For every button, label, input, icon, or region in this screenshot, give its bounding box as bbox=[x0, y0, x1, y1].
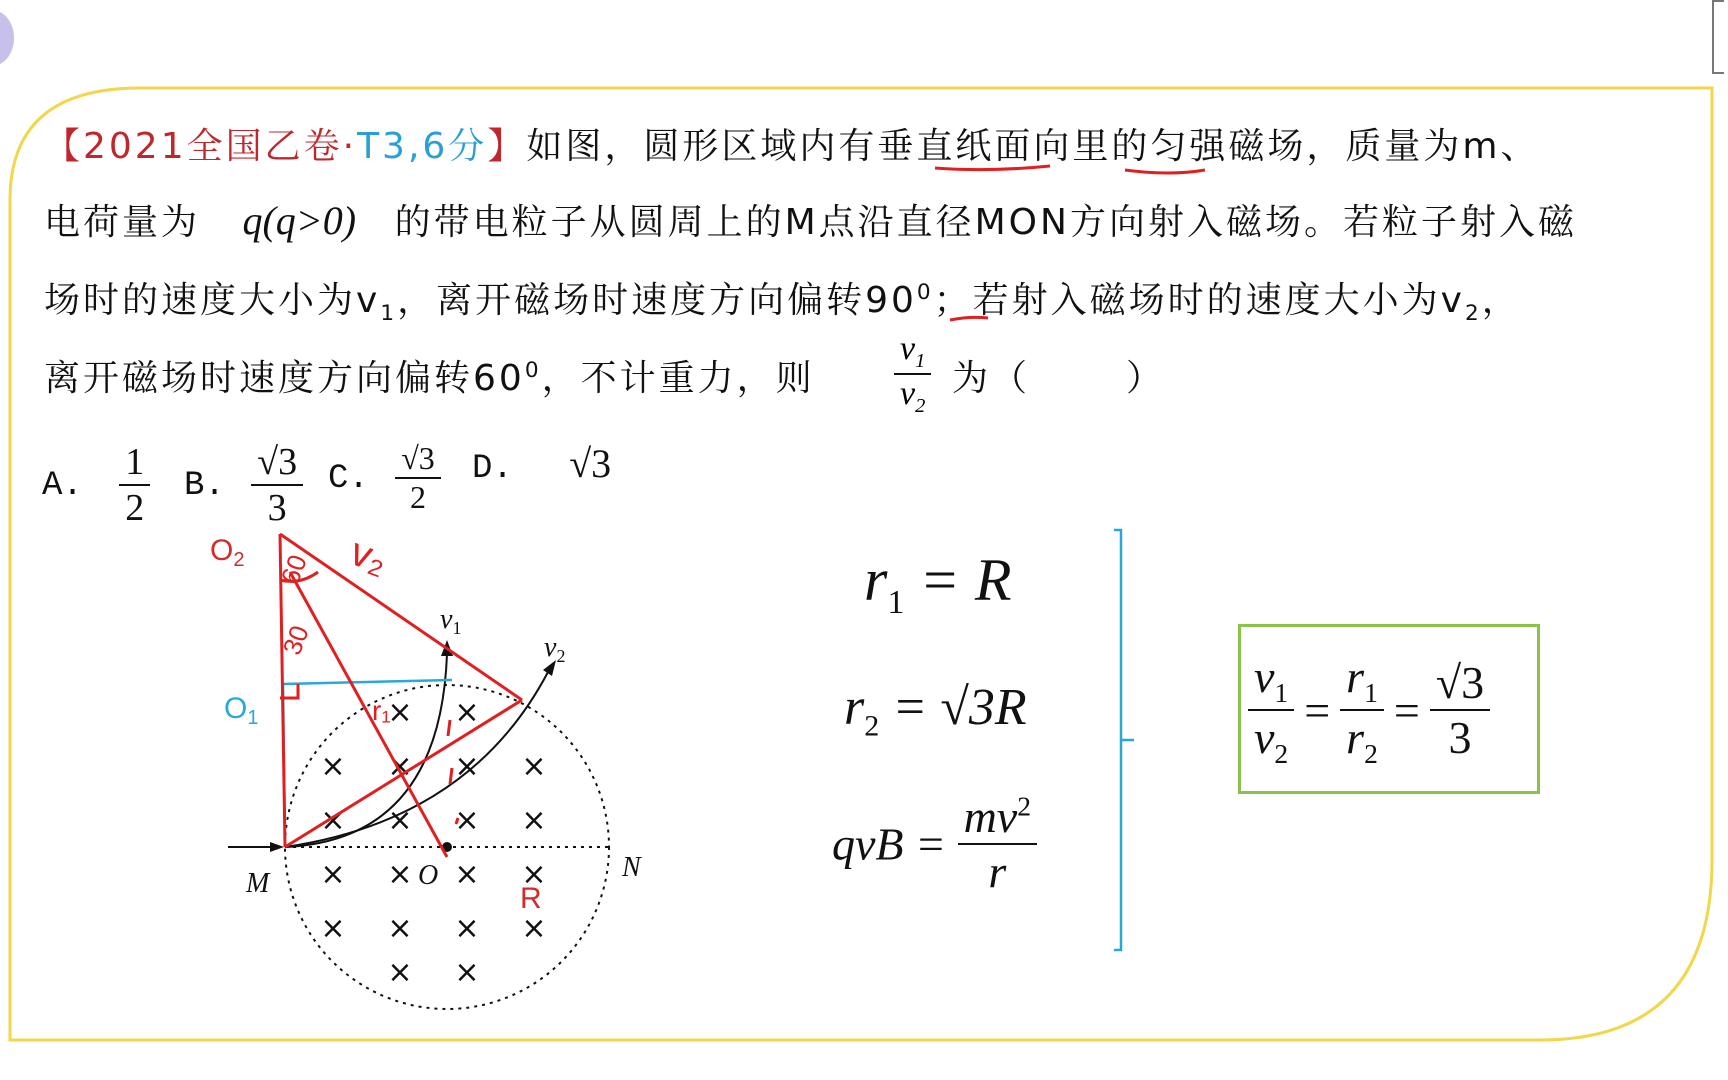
cross-mark: × bbox=[320, 911, 346, 946]
label-O2: $O_2$ bbox=[210, 534, 245, 571]
result-v-ratio: $\frac{v_1}{v_2}$ bbox=[1248, 650, 1294, 770]
cross-mark: × bbox=[387, 695, 413, 730]
cross-mark: × bbox=[521, 803, 547, 838]
cross-mark: × bbox=[387, 749, 413, 784]
cross-mark: × bbox=[320, 857, 346, 892]
cross-mark: × bbox=[387, 911, 413, 946]
subscript: 2 bbox=[1464, 301, 1482, 327]
text-segment: ） bbox=[1126, 358, 1166, 399]
option-label: D. bbox=[472, 450, 513, 488]
option-label: C. bbox=[328, 459, 369, 498]
result-value: $\frac{√3}{3}$ bbox=[1430, 656, 1490, 764]
formula-denominator: r bbox=[988, 846, 1007, 897]
cross-mark: × bbox=[454, 803, 480, 838]
formula-r1: $r_1 = R$ bbox=[864, 547, 1012, 621]
text-segment: 向里 bbox=[1033, 126, 1112, 167]
handwritten-r1: r₁ bbox=[372, 695, 391, 726]
label-v1: $v_1$ bbox=[440, 604, 462, 638]
ratio-numerator: $v_1$ bbox=[894, 330, 931, 375]
cross-mark: × bbox=[387, 955, 413, 990]
formula-lorentz: qvB = $\frac{mv^2}{r}$ bbox=[832, 790, 1037, 898]
text-segment: 离开磁场时速度方向偏转60 bbox=[44, 358, 525, 399]
degree-mark: 0 bbox=[524, 358, 542, 383]
cross-mark: × bbox=[454, 955, 480, 990]
label-N: N bbox=[622, 852, 641, 883]
result-equation: $\frac{v_1}{v_2}$ = $\frac{r_1}{r_2}$ = $\frac{√3}{3}$ bbox=[1248, 650, 1490, 770]
option-label: A. bbox=[42, 466, 83, 505]
cross-mark: × bbox=[521, 857, 547, 892]
text-segment: ，离开磁场时速度方向偏转 bbox=[397, 280, 866, 321]
text-segment: ，不计重力，则 bbox=[541, 358, 815, 399]
result-r-ratio: $\frac{r_1}{r_2}$ bbox=[1340, 650, 1384, 770]
angle-60-label: 60 bbox=[274, 550, 313, 589]
text-segment: 为（ bbox=[952, 358, 1031, 399]
label-O: O bbox=[418, 860, 439, 891]
cross-mark: × bbox=[521, 749, 547, 784]
source-tag: 【2021全国乙卷· bbox=[44, 126, 358, 167]
cross-mark: × bbox=[387, 803, 413, 838]
cross-mark: × bbox=[454, 911, 480, 946]
text-segment: 电荷量为 bbox=[44, 202, 201, 243]
option-value: $\frac{1}{2}$ bbox=[119, 440, 150, 530]
cross-mark: × bbox=[521, 911, 547, 946]
source-tag-close: 】 bbox=[487, 126, 527, 167]
label-R: R bbox=[520, 882, 542, 915]
label-v2: $v_2$ bbox=[544, 632, 566, 666]
formula-numerator: $mv^2$ bbox=[958, 790, 1037, 845]
text-segment: 如图，圆形区域内 bbox=[526, 126, 839, 167]
angle-value: 90 bbox=[865, 280, 917, 321]
option-value: $\frac{√3}{3}$ bbox=[251, 440, 303, 530]
cross-mark: × bbox=[454, 857, 480, 892]
text-segment: ；若射入磁场时的速度大小为v bbox=[933, 280, 1465, 321]
subscript: 1 bbox=[380, 301, 398, 327]
source-tag-number: T3,6分 bbox=[357, 126, 488, 167]
text-segment-underlined: 有垂直纸面 bbox=[838, 126, 1034, 167]
text-segment: 的带电粒子从圆周上的M点沿直径MON方向射入磁场。若粒子射入磁 bbox=[394, 202, 1577, 243]
formula-r2: $r_2 = √3R$ bbox=[844, 679, 1027, 743]
cross-mark: × bbox=[320, 803, 346, 838]
option-label: B. bbox=[184, 466, 225, 505]
label-O1: $O_1$ bbox=[224, 692, 259, 729]
text-segment: 场时的速度大小为v bbox=[44, 280, 381, 321]
cross-mark: × bbox=[320, 749, 346, 784]
cross-mark: × bbox=[387, 857, 413, 892]
angle-30-label: 30 bbox=[276, 621, 315, 659]
label-M: M bbox=[246, 868, 270, 899]
cross-mark: × bbox=[454, 695, 480, 730]
handwritten-v2: v₂ bbox=[344, 529, 394, 584]
text-segment: 的匀强磁场，质量为m、 bbox=[1111, 126, 1540, 167]
ratio-denominator: $v_2$ bbox=[900, 374, 926, 417]
option-value: $\frac{√3}{2}$ bbox=[395, 440, 441, 516]
charge-expression: q(q>0) bbox=[242, 198, 357, 243]
option-value: √3 bbox=[569, 441, 612, 486]
cross-mark: × bbox=[454, 749, 480, 784]
degree-mark: 0 bbox=[916, 280, 934, 305]
text-segment: ， bbox=[1481, 280, 1521, 321]
